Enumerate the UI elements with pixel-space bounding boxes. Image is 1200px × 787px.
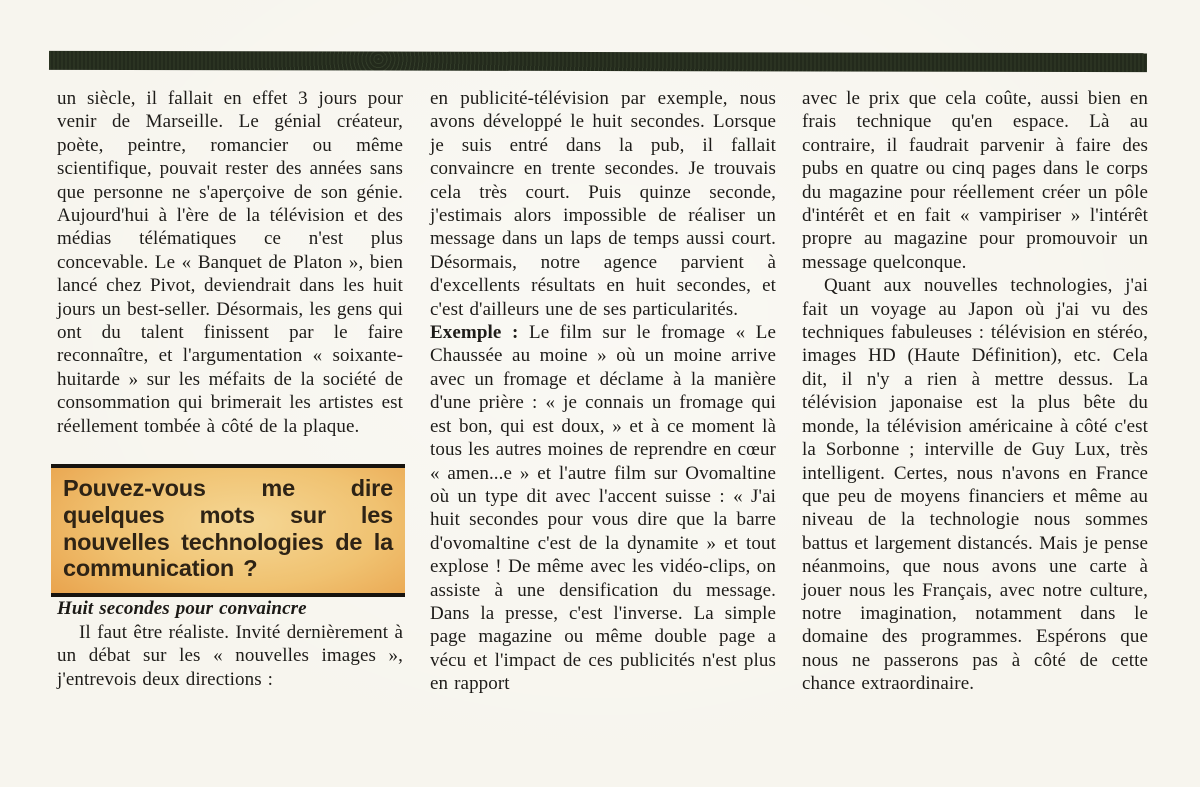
paragraph-left-2: Il faut être réaliste. Invité dernièrement à un débat sur les « nouvelles images », j'entrevois deux directions : [57,621,403,690]
top-rule-divider [49,51,1147,72]
paragraph-middle-1: en publicité-télévision par exemple, nous avons développé le huit secondes. Lorsque je suis entré dans la pub, il fallait convaincre en trente secondes. Je trouvais cela très court. Puis quinze seconde, j'estimais alors impossible de réaliser un message dans un laps de temps aussi court. Désormais, notre agence parvient à d'excellents résultats en huit secondes, et c'est d'ailleurs une de ses particularités. [430,88,776,320]
section-heading: Huit secondes pour convaincre [57,598,307,620]
paragraph-right-1: avec le prix que cela coûte, aussi bien en frais technique qu'en espace. Là au contraire, il faudrait parvenir à faire des pubs en quatre ou cinq pages dans le corps du magazine pour réellement créer un pôle d'intérêt et en fait « vampiriser » l'intérêt propre au magazine pour promouvoir un message quelconque. [802,88,1148,273]
interview-question-box [51,464,405,597]
exemple-label: Exemple : [430,322,519,344]
paragraph-middle-2-text: Le film sur le fromage « Le Chaussée au moine » où un moine arrive avec un fromage et déclame à la manière d'une prière : « je connais un fromage qui est bon, qui est doux, » et à ce moment là tous les autres moines de reprendre en cœur « amen...e » et l'autre film sur Ovomaltine où un type dit avec l'accent suisse : « J'ai huit secondes pour vous dire que la barre d'ovomaltine c'est de la dynamite » et tout explose ! De même avec les vidéo-clips, on assiste à une densification du message. Dans la presse, c'est l'inverse. La simple page magazine ou même double page a vécu et l'impact de ces publicités n'est plus en rapport [430,322,776,695]
column-middle [430,87,776,696]
paragraph-left-1: un siècle, il fallait en effet 3 jours pour venir de Marseille. Le génial créateur, poète, peintre, romancier ou même scientifique, pouvait rester des années sans que personne ne s'aperçoive de son génie. Aujourd'hui à l'ère de la télévision et des médias télématiques ce n'est plus concevable. Le « Banquet de Platon », bien lancé chez Pivot, deviendrait dans les huit jours un best-seller. Désormais, les gens qui ont du talent finissent par le faire reconnaître, et l'argumentation « soixante-huitarde » sur les méfaits de la société de consommation qui brimerait les artistes est réellement tombée à côté de la plaque. [57,88,403,437]
column-left [57,87,403,691]
paragraph-middle-2 [430,321,776,696]
paragraph-right-2: Quant aux nouvelles technologies, j'ai fait un voyage au Japon où j'ai vu des techniques fabuleuses : télévision en stéréo, images HD (Haute Définition), etc. Cela dit, il n'y a rien à mettre dessus. La télévision japonaise est la plus bête du monde, la télévision américaine à côté c'est la Sorbonne ; interville de Guy Lux, très intelligent. Certes, nous n'avons en France que peu de moyens financiers et même au niveau de la technologie nous sommes battus et largement distancés. Mais je pense néanmoins, que nous avons une carte à jouer nous les Français, avec notre culture, notre imagination, notamment dans le domaine des programmes. Espérons que nous ne passerons pas à côté de cette chance extraordinaire. [802,275,1148,695]
interview-question-text: Pouvez-vous me dire quelques mots sur les nouvelles technologies de la communication ? [63,475,393,582]
column-right [802,87,1148,696]
